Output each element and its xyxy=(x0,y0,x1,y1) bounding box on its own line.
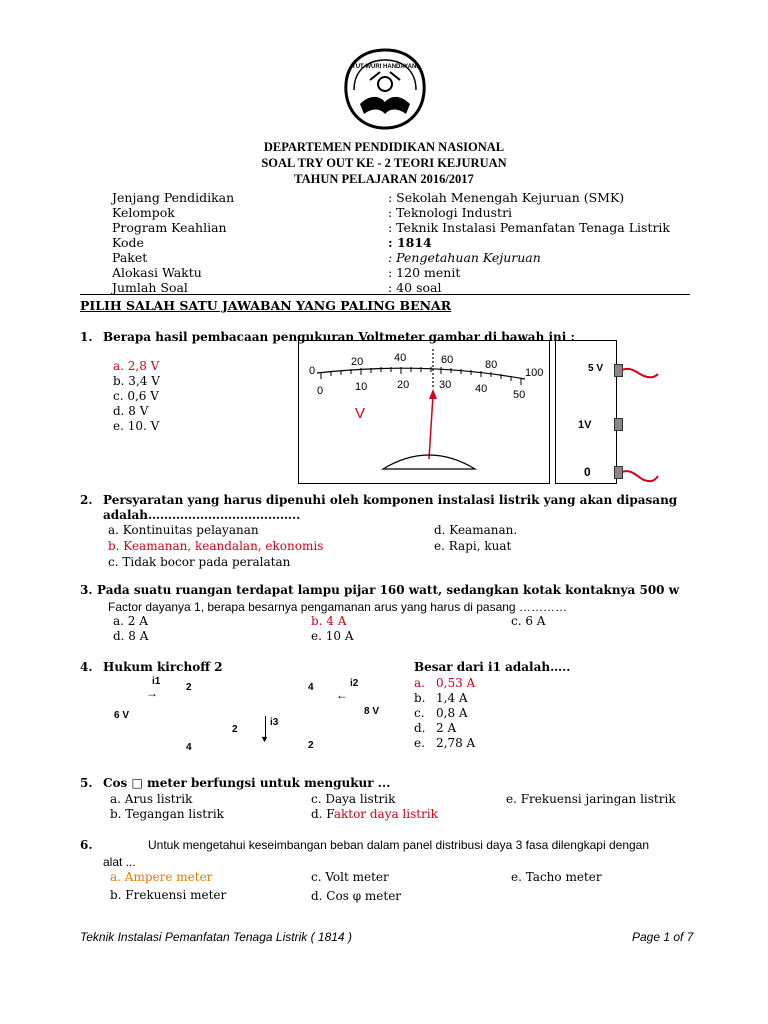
terminal-box xyxy=(555,340,617,484)
q2-number: 2. xyxy=(80,493,93,507)
source-left: 6 V xyxy=(114,710,130,721)
label-i2: i2 xyxy=(350,678,359,689)
q5-option-c: c. Daya listrik xyxy=(311,792,396,806)
q1-option-e: e. 10. V xyxy=(113,419,160,433)
bottom-scale-10: 10 xyxy=(355,381,368,393)
q3-number: 3. xyxy=(80,583,93,597)
q6-option-d: d. Cos φ meter xyxy=(311,889,402,903)
q4-value-e: 2,78 A xyxy=(436,736,476,750)
q4-option-a: a. xyxy=(414,676,425,690)
q2-option-b: b. Keamanan, keandalan, ekonomis xyxy=(108,539,324,553)
bottom-scale-0: 0 xyxy=(317,385,324,397)
arrow-i3-head: ▼ xyxy=(260,734,269,744)
q6-text-1: Untuk mengetahui keseimbangan beban dalam panel distribusi daya 3 fasa dilengkapi dengan xyxy=(148,838,650,852)
bottom-scale-50: 50 xyxy=(513,389,526,401)
q3-option-b-label xyxy=(311,614,346,628)
q1-option-d: d. 8 V xyxy=(113,404,149,418)
arrow-i2-icon: ← xyxy=(336,688,348,702)
q3-option-a: a. 2 A xyxy=(113,614,148,628)
q4-value-b: 1,4 A xyxy=(436,691,468,705)
footer-page-number: Page 1 of 7 xyxy=(632,930,694,944)
q1-option-c: c. 0,6 V xyxy=(113,389,159,403)
q4-text: Hukum kirchoff 2 xyxy=(103,660,223,674)
kirchhoff-circuit xyxy=(110,674,400,764)
info-value: : 40 soal xyxy=(388,280,442,295)
top-scale-60: 60 xyxy=(441,354,454,366)
q4-value-a: 0,53 A xyxy=(436,676,476,690)
logo-motto: TUT WURI HANDAYANI xyxy=(352,64,418,70)
q3-option-b: b. 4 A xyxy=(311,614,347,628)
q1-option-b: b. 3,4 V xyxy=(113,374,160,388)
terminal-1v-label: 1V xyxy=(578,419,592,431)
q3-text-2: Factor dayanya 1, berapa besarnya pengamanan arus yang harus di pasang ………… xyxy=(108,600,567,614)
info-value: : 1814 xyxy=(388,235,432,250)
voltmeter-diagram xyxy=(298,340,550,484)
q5-option-a: a. Arus listrik xyxy=(110,792,193,806)
q2-option-a: a. Kontinuitas pelayanan xyxy=(108,523,259,537)
tut-wuri-logo xyxy=(340,44,430,134)
arrow-i1-icon: → xyxy=(146,686,158,700)
q5-option-d xyxy=(311,807,438,821)
q2-text-2: adalah……………………………….. xyxy=(103,508,301,522)
instruction: PILIH SALAH SATU JAWABAN YANG PALING BENAR xyxy=(80,298,452,313)
info-label: Alokasi Waktu xyxy=(112,265,202,280)
bottom-scale-30: 30 xyxy=(439,379,452,391)
q2-option-c: c. Tidak bocor pada peralatan xyxy=(108,555,291,569)
q1-number: 1. xyxy=(80,330,93,344)
info-value: : Sekolah Menengah Kejuruan (SMK) xyxy=(388,190,625,205)
meter-unit: V xyxy=(355,405,366,422)
footer-subject: Teknik Instalasi Pemanfatan Tenaga Listrik ( 1814 ) xyxy=(80,930,352,944)
terminal-0-label: 0 xyxy=(584,465,591,479)
info-label: Kelompok xyxy=(112,205,175,220)
top-scale-100: 100 xyxy=(525,367,544,379)
label-i3: i3 xyxy=(270,717,279,728)
q4-number: 4. xyxy=(80,660,93,674)
q4-option-e: e. xyxy=(414,736,425,750)
q5-number: 5. xyxy=(80,776,93,790)
q4-option-c: c. xyxy=(414,706,425,720)
q4-value-d: 2 A xyxy=(436,721,457,735)
q1-text: Berapa hasil pembacaan pengukuran Voltmeter gambar di bawah ini : xyxy=(103,330,575,344)
resistor-bottom-left: 4 xyxy=(186,742,192,753)
info-label: Kode xyxy=(112,235,144,250)
q3-text-1: Pada suatu ruangan terdapat lampu pijar 160 watt, sedangkan kotak kontaknya 500 w xyxy=(97,583,680,597)
q6-option-e: e. Tacho meter xyxy=(511,870,602,884)
q3-option-d: d. 8 A xyxy=(113,629,149,643)
resistor-top-right: 4 xyxy=(308,682,314,693)
terminal-5v-label: 5 V xyxy=(588,363,604,374)
source-right: 8 V xyxy=(364,706,380,717)
info-label: Paket xyxy=(112,250,148,265)
q2-option-d: d. Keamanan. xyxy=(434,523,518,537)
info-value: : Teknologi Industri xyxy=(388,205,513,220)
q6-option-c: c. Volt meter xyxy=(311,870,389,884)
bottom-scale-40: 40 xyxy=(475,383,488,395)
resistor-bottom-right: 2 xyxy=(308,740,314,751)
q6-number: 6. xyxy=(80,838,93,852)
q4-option-b: b. xyxy=(414,691,426,705)
q6-text-2: alat ... xyxy=(103,855,136,869)
header-exam-title: SOAL TRY OUT KE - 2 TEORI KEJURUAN xyxy=(261,156,507,170)
top-scale-20: 20 xyxy=(351,356,364,368)
info-value: : Teknik Instalasi Pemanfatan Tenaga Listrik xyxy=(388,220,670,235)
info-label: Program Keahlian xyxy=(112,220,227,235)
q5-option-e: e. Frekuensi jaringan listrik xyxy=(506,792,676,806)
top-scale-0: 0 xyxy=(309,365,316,377)
q5-text: Cos □ meter berfungsi untuk mengukur ... xyxy=(103,776,391,790)
header-divider xyxy=(80,294,690,295)
info-row: Jenjang Pendidikan xyxy=(112,190,235,205)
q5-option-d-rest: aktor daya listrik xyxy=(333,807,438,821)
q6-option-a: a. Ampere meter xyxy=(110,870,213,884)
q3-option-c: c. 6 A xyxy=(511,614,546,628)
top-scale-80: 80 xyxy=(485,359,498,371)
resistor-middle: 2 xyxy=(232,724,238,735)
info-value: : Pengetahuan Kejuruan xyxy=(388,250,541,265)
q6-option-b: b. Frekuensi meter xyxy=(110,888,227,902)
label-i1: i1 xyxy=(152,676,161,687)
q2-option-e: e. Rapi, kuat xyxy=(434,539,512,553)
q5-option-b: b. Tegangan listrik xyxy=(110,807,224,821)
bottom-scale-20: 20 xyxy=(397,379,410,391)
header-department: DEPARTEMEN PENDIDIKAN NASIONAL xyxy=(263,140,505,154)
info-value: : 120 menit xyxy=(388,265,461,280)
resistor-top-left: 2 xyxy=(186,682,192,693)
q1-option-a: a. 2,8 V xyxy=(113,359,160,373)
q5-option-d-prefix: d. F xyxy=(311,807,334,821)
q3-option-e: e. 10 A xyxy=(311,629,354,643)
top-scale-40: 40 xyxy=(394,352,407,364)
q2-text-1: Persyaratan yang harus dipenuhi oleh komponen instalasi listrik yang akan dipasang xyxy=(103,493,678,507)
q4-option-d: d. xyxy=(414,721,426,735)
test-lead-wires xyxy=(620,360,660,490)
info-label: Jumlah Soal xyxy=(112,280,188,295)
header-year: TAHUN PELAJARAN 2016/2017 xyxy=(294,172,474,186)
q4-value-c: 0,8 A xyxy=(436,706,468,720)
q4-ask: Besar dari i1 adalah….. xyxy=(414,660,571,674)
